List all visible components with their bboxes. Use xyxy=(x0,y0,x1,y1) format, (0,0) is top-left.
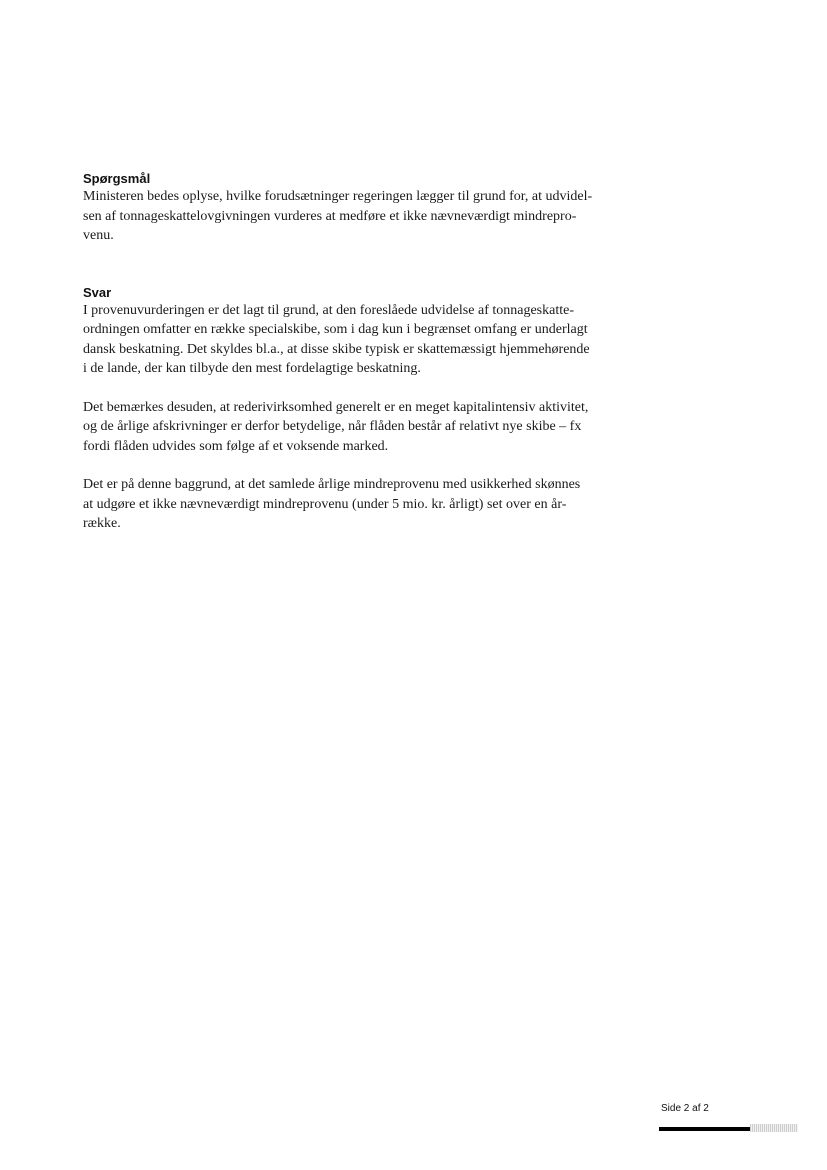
footer-rule-fade xyxy=(750,1124,798,1132)
answer-paragraph-1 xyxy=(83,301,633,379)
answer-paragraph-3 xyxy=(83,475,633,534)
answer-line: at udgøre et ikke nævneværdigt mindreprovenu (under 5 mio. kr. årligt) set over en år- xyxy=(83,496,567,512)
answer-line: dansk beskatning. Det skyldes bl.a., at disse skibe typisk er skattemæssigt hjemmehørende xyxy=(83,341,590,357)
page-number-label: Side 2 af 2 xyxy=(661,1103,709,1114)
answer-line: i de lande, der kan tilbyde den mest fordelagtige beskatning. xyxy=(83,361,421,376)
question-text xyxy=(83,187,633,246)
answer-line: Det bemærkes desuden, at rederivirksomhed generelt er en meget kapitalintensiv aktivitet, xyxy=(83,399,589,415)
answer-line: række. xyxy=(83,516,121,531)
question-line: Ministeren bedes oplyse, hvilke forudsætninger regeringen lægger til grund for, at udvidel- xyxy=(83,189,593,204)
answer-line: Det er på denne baggrund, at det samlede årlige mindreprovenu med usikkerhed skønnes xyxy=(83,477,581,492)
question-line: sen af tonnageskattelovgivningen vurderes at medføre et ikke nævneværdigt mindrepro- xyxy=(83,208,577,224)
document-body xyxy=(83,170,633,534)
answer-line: og de årlige afskrivninger er derfor betydelige, når flåden består af relativt nye skibe – fx xyxy=(83,419,582,434)
question-section xyxy=(83,170,633,246)
answer-paragraph-2 xyxy=(83,398,633,457)
answer-line: fordi flåden udvides som følge af et voksende marked. xyxy=(83,438,389,454)
question-heading: Spørgsmål xyxy=(83,171,151,186)
question-line: venu. xyxy=(83,228,114,243)
answer-heading: Svar xyxy=(83,284,112,300)
footer-rule xyxy=(659,1127,750,1131)
answer-line: ordningen omfatter en række specialskibe, som i dag kun i begrænset omfang er underlagt xyxy=(83,322,588,337)
answer-section xyxy=(83,284,633,534)
answer-line: I provenuvurderingen er det lagt til grund, at den foreslåede udvidelse af tonnageskatte- xyxy=(83,302,574,318)
